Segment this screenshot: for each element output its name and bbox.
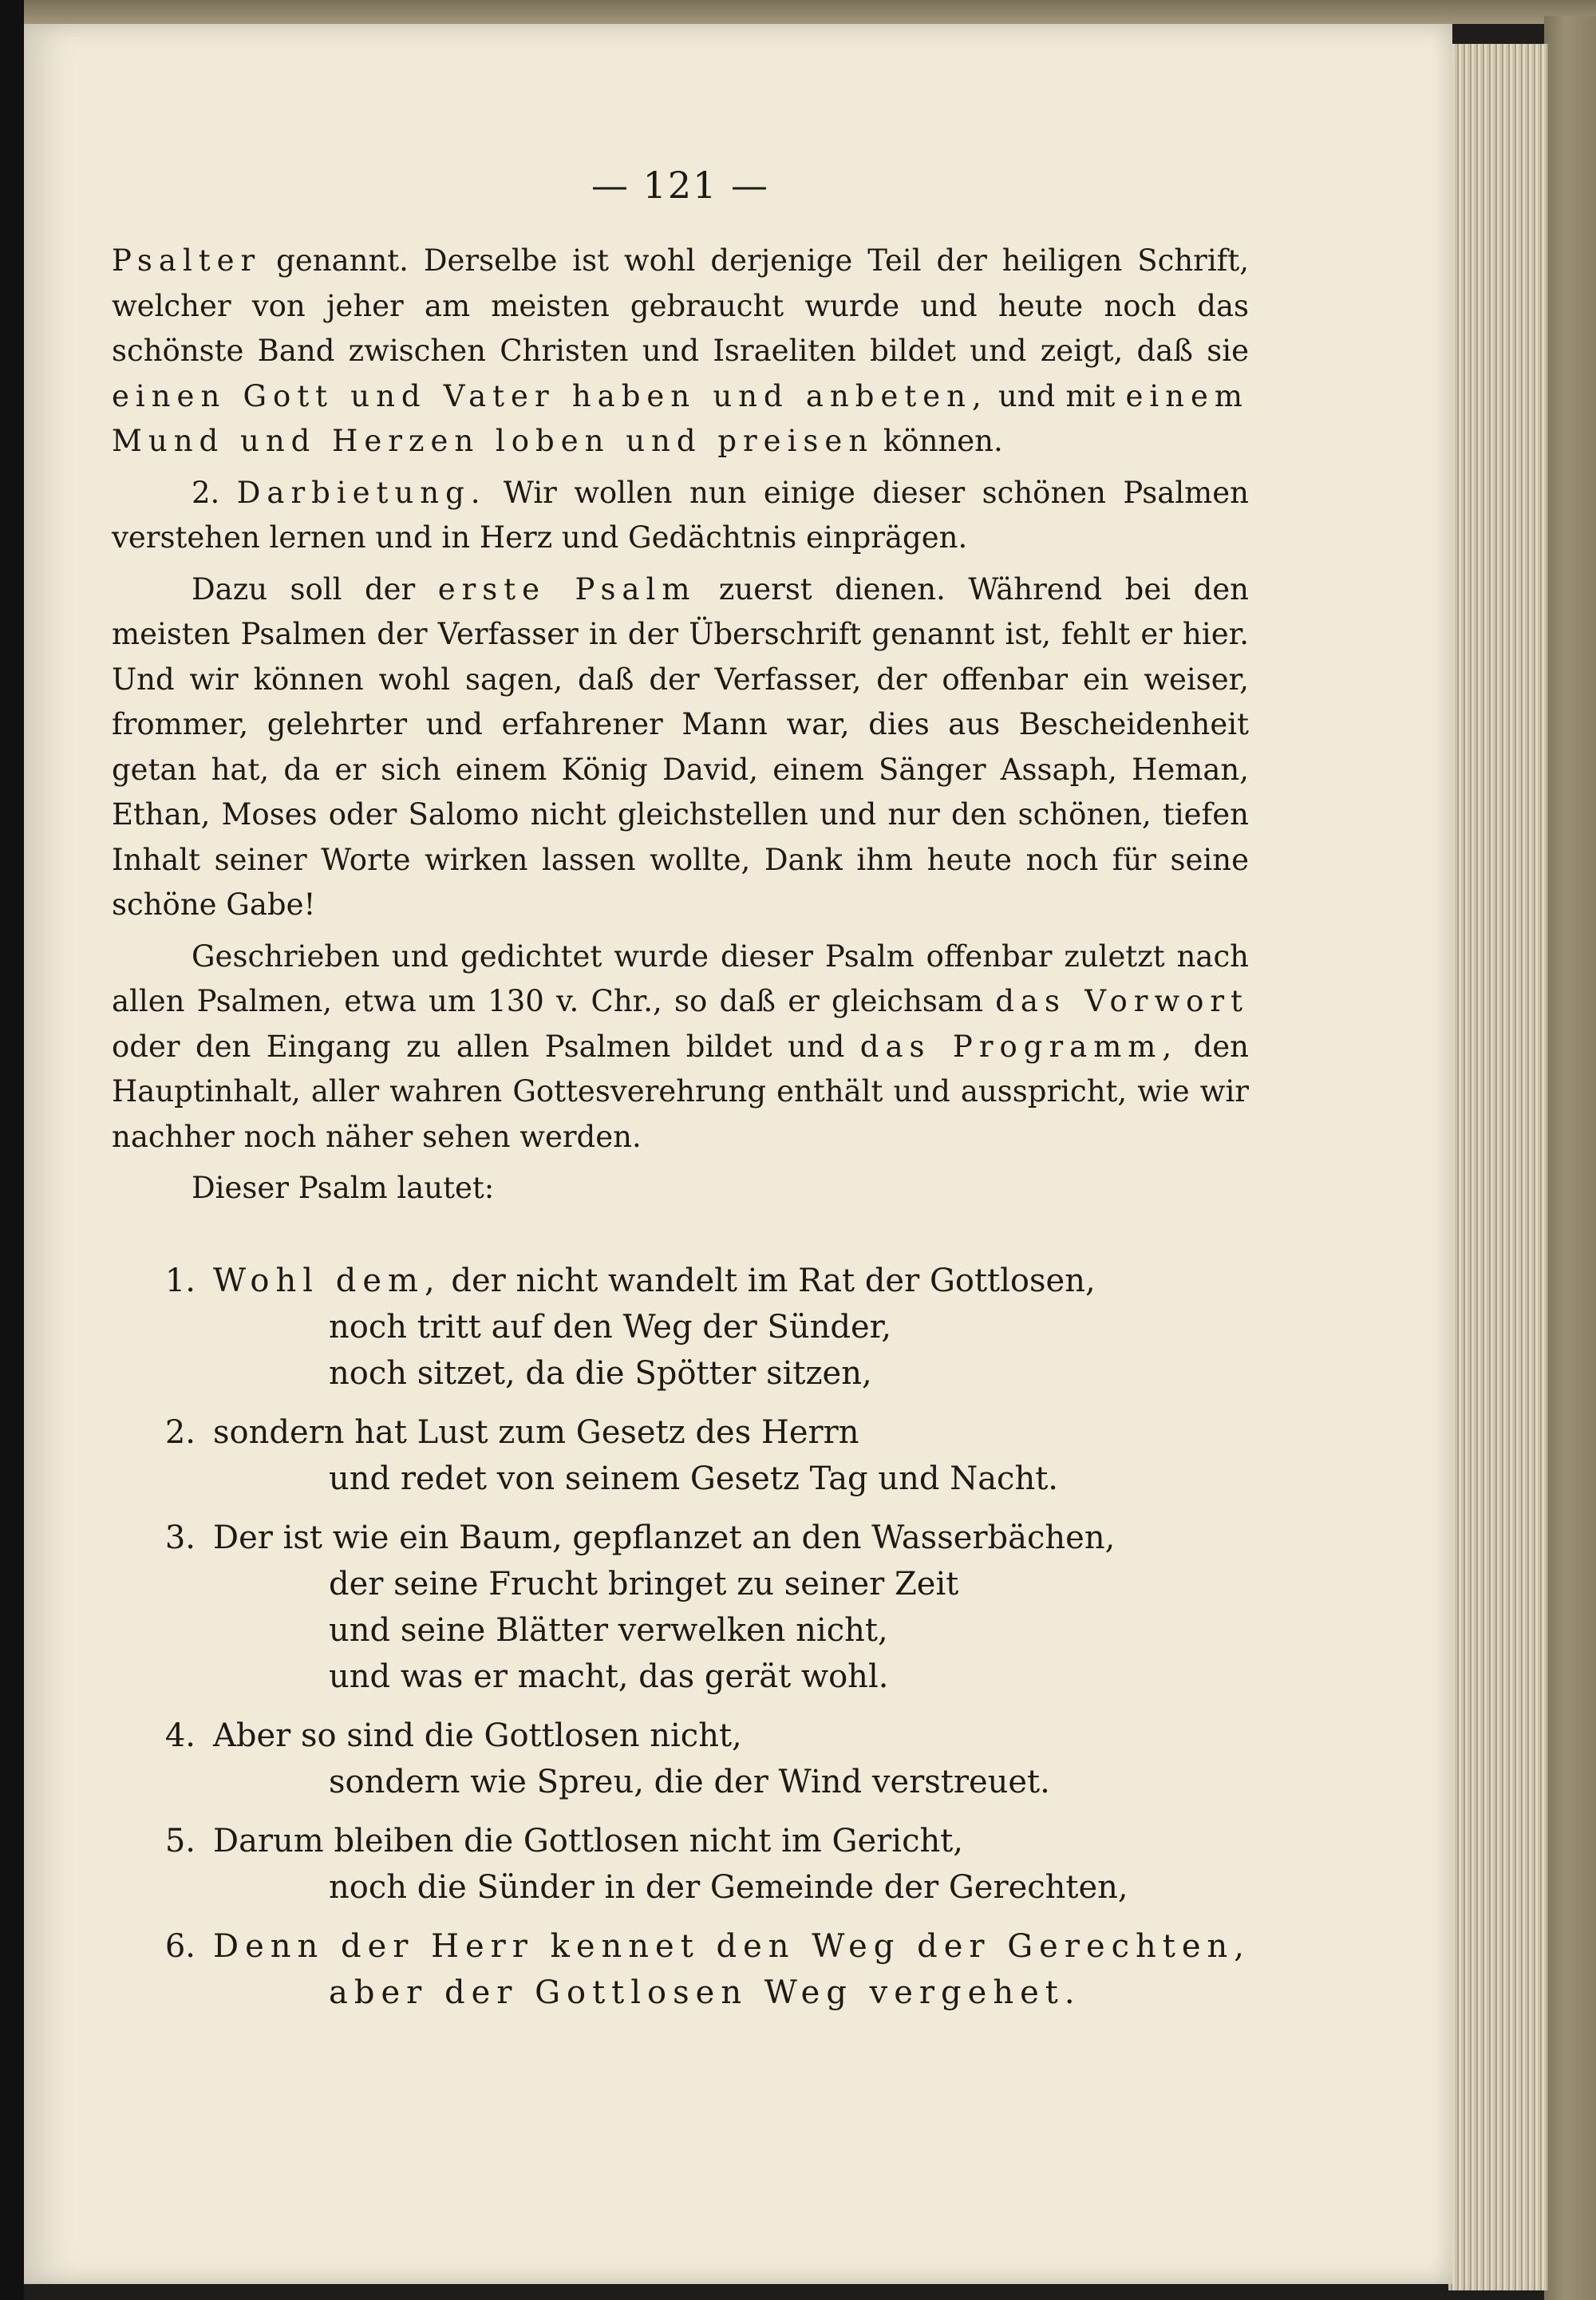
psalm-verse — [112, 1258, 1249, 1397]
spaced-text: das Programm, — [859, 1029, 1179, 1064]
verse-line — [213, 1409, 1249, 1456]
text-run: und redet von seinem Gesetz Tag und Nacht. — [329, 1460, 1059, 1497]
psalm-verse — [112, 1818, 1249, 1911]
verse-line — [213, 1759, 1249, 1805]
text-run: der seine Frucht bringet zu seiner Zeit — [329, 1565, 959, 1602]
paragraph — [112, 239, 1249, 464]
text-run: sondern hat Lust zum Gesetz des Herrn — [213, 1413, 859, 1451]
spaced-text: einen Gott und Vater haben und anbeten, — [112, 378, 988, 413]
verse-line — [213, 1864, 1249, 1911]
verse-line — [213, 1561, 1249, 1607]
verse-number: 1. — [164, 1262, 196, 1299]
verse-lines — [213, 1258, 1249, 1397]
spaced-text: Wohl dem, — [213, 1262, 441, 1299]
verse-line — [213, 1456, 1249, 1502]
text-run: Aber so sind die Gottlosen nicht, — [213, 1717, 742, 1754]
text-run: 2. — [192, 475, 237, 510]
spaced-text: erste Psalm — [437, 571, 697, 607]
text-run: sondern wie Spreu, die der Wind verstreuet. — [329, 1763, 1050, 1800]
verse-lines — [213, 1713, 1249, 1805]
verse-lines — [213, 1515, 1249, 1700]
verse-number: 4. — [164, 1717, 196, 1754]
body-text — [112, 239, 1249, 1211]
text-run: Der ist wie ein Baum, gepflanzet an den Wasserbächen, — [213, 1519, 1116, 1556]
text-run: noch die Sünder in der Gemeinde der Gerechten, — [329, 1868, 1128, 1906]
verse-number: 3. — [164, 1519, 196, 1556]
verse-line — [213, 1258, 1249, 1304]
psalm-verse — [112, 1923, 1249, 2016]
text-run: oder den Eingang zu allen Psalmen bildet und — [112, 1029, 860, 1064]
text-run: noch tritt auf den Weg der Sünder, — [329, 1308, 892, 1346]
verse-line — [213, 1654, 1249, 1700]
verse-line — [213, 1350, 1249, 1397]
text-run: genannt. Derselbe ist wohl derjenige Teil der heiligen Schrift, welcher von jeher am meisten gebraucht wurde und heute noch das schönste Band zwischen Christen und Israeliten bildet und zeigt, daß sie — [112, 243, 1249, 368]
text-run: zuerst dienen. Während bei den meisten Psalmen der Verfasser in der Überschrift genannt ist, fehlt er hier. Und wir können wohl sagen, daß der Verfasser, der offenbar ein weiser, frommer, gelehrter und erfahrener Mann war, dies aus Bescheidenheit getan hat, da er sich einem König David, einem Sänger Assaph, Heman, Ethan, Moses oder Salomo nicht gleichstellen und nur den schönen, tiefen Inhalt seiner Worte wirken lassen wollte, Dank ihm heute noch für seine schöne Gabe! — [112, 571, 1249, 922]
text-run: noch sitzet, da die Spötter sitzen, — [329, 1354, 872, 1392]
verse-number: 5. — [164, 1822, 196, 1859]
verse-line — [213, 1713, 1249, 1759]
text-run: den Hauptinhalt, aller wahren Gottesverehrung enthält und ausspricht, wie wir nachher noch näher sehen werden. — [112, 1029, 1249, 1154]
spaced-text: Psalter — [112, 243, 262, 278]
verse-line — [213, 1304, 1249, 1350]
text-run: Geschrieben und gedichtet wurde dieser Psalm offenbar zuletzt nach allen Psalmen, etwa um 130 v. Chr., so daß er gleichsam — [112, 939, 1249, 1018]
page-edges — [1448, 44, 1548, 2290]
spaced-text: aber der Gottlosen Weg vergehet. — [329, 1974, 1081, 2011]
verse-lines — [213, 1923, 1250, 2016]
page-number: — 121 — — [591, 164, 770, 207]
text-run: können. — [874, 424, 1003, 458]
verse-line — [213, 1818, 1249, 1864]
paragraph — [112, 1166, 1249, 1211]
text-run: und was er macht, das gerät wohl. — [329, 1658, 889, 1695]
spaced-text: Denn der Herr kennet den Weg der Gerechten, — [213, 1927, 1251, 1965]
psalm-verse — [112, 1515, 1249, 1700]
spaced-text: einem Mund und Herzen loben und preisen — [112, 378, 1249, 458]
text-run: Dieser Psalm lautet: — [192, 1171, 495, 1205]
verse-line — [213, 1607, 1249, 1654]
spaced-text: das Vorwort — [995, 984, 1249, 1018]
psalm-text — [112, 1258, 1249, 2016]
book-cover-board — [1544, 16, 1596, 2300]
text-run: und seine Blätter verwelken nicht, — [329, 1611, 888, 1649]
scan-backdrop — [0, 0, 24, 2300]
verse-number: 2. — [164, 1413, 196, 1451]
book-page — [24, 24, 1452, 2284]
text-run: der nicht wandelt im Rat der Gottlosen, — [440, 1262, 1096, 1299]
verse-line — [213, 1515, 1249, 1561]
psalm-verse — [112, 1409, 1249, 1502]
spaced-text: Darbietung. — [236, 475, 487, 510]
text-run: Wir wollen nun einige dieser schönen Psalmen verstehen lernen und in Herz und Gedächtnis einprägen. — [112, 475, 1249, 555]
text-run: und mit — [987, 378, 1126, 413]
paragraph — [112, 471, 1249, 561]
book-cover-top-edge — [24, 0, 1596, 24]
text-run: Darum bleiben die Gottlosen nicht im Gericht, — [213, 1822, 964, 1859]
paragraph — [112, 567, 1249, 928]
psalm-verse — [112, 1713, 1249, 1805]
verse-line — [213, 1970, 1250, 2016]
verse-lines — [213, 1409, 1249, 1502]
verse-number: 6. — [164, 1927, 196, 1965]
text-run: Dazu soll der — [192, 571, 438, 607]
page-content — [112, 164, 1249, 2029]
verse-lines — [213, 1818, 1249, 1911]
paragraph — [112, 935, 1249, 1160]
verse-line — [213, 1923, 1250, 1970]
